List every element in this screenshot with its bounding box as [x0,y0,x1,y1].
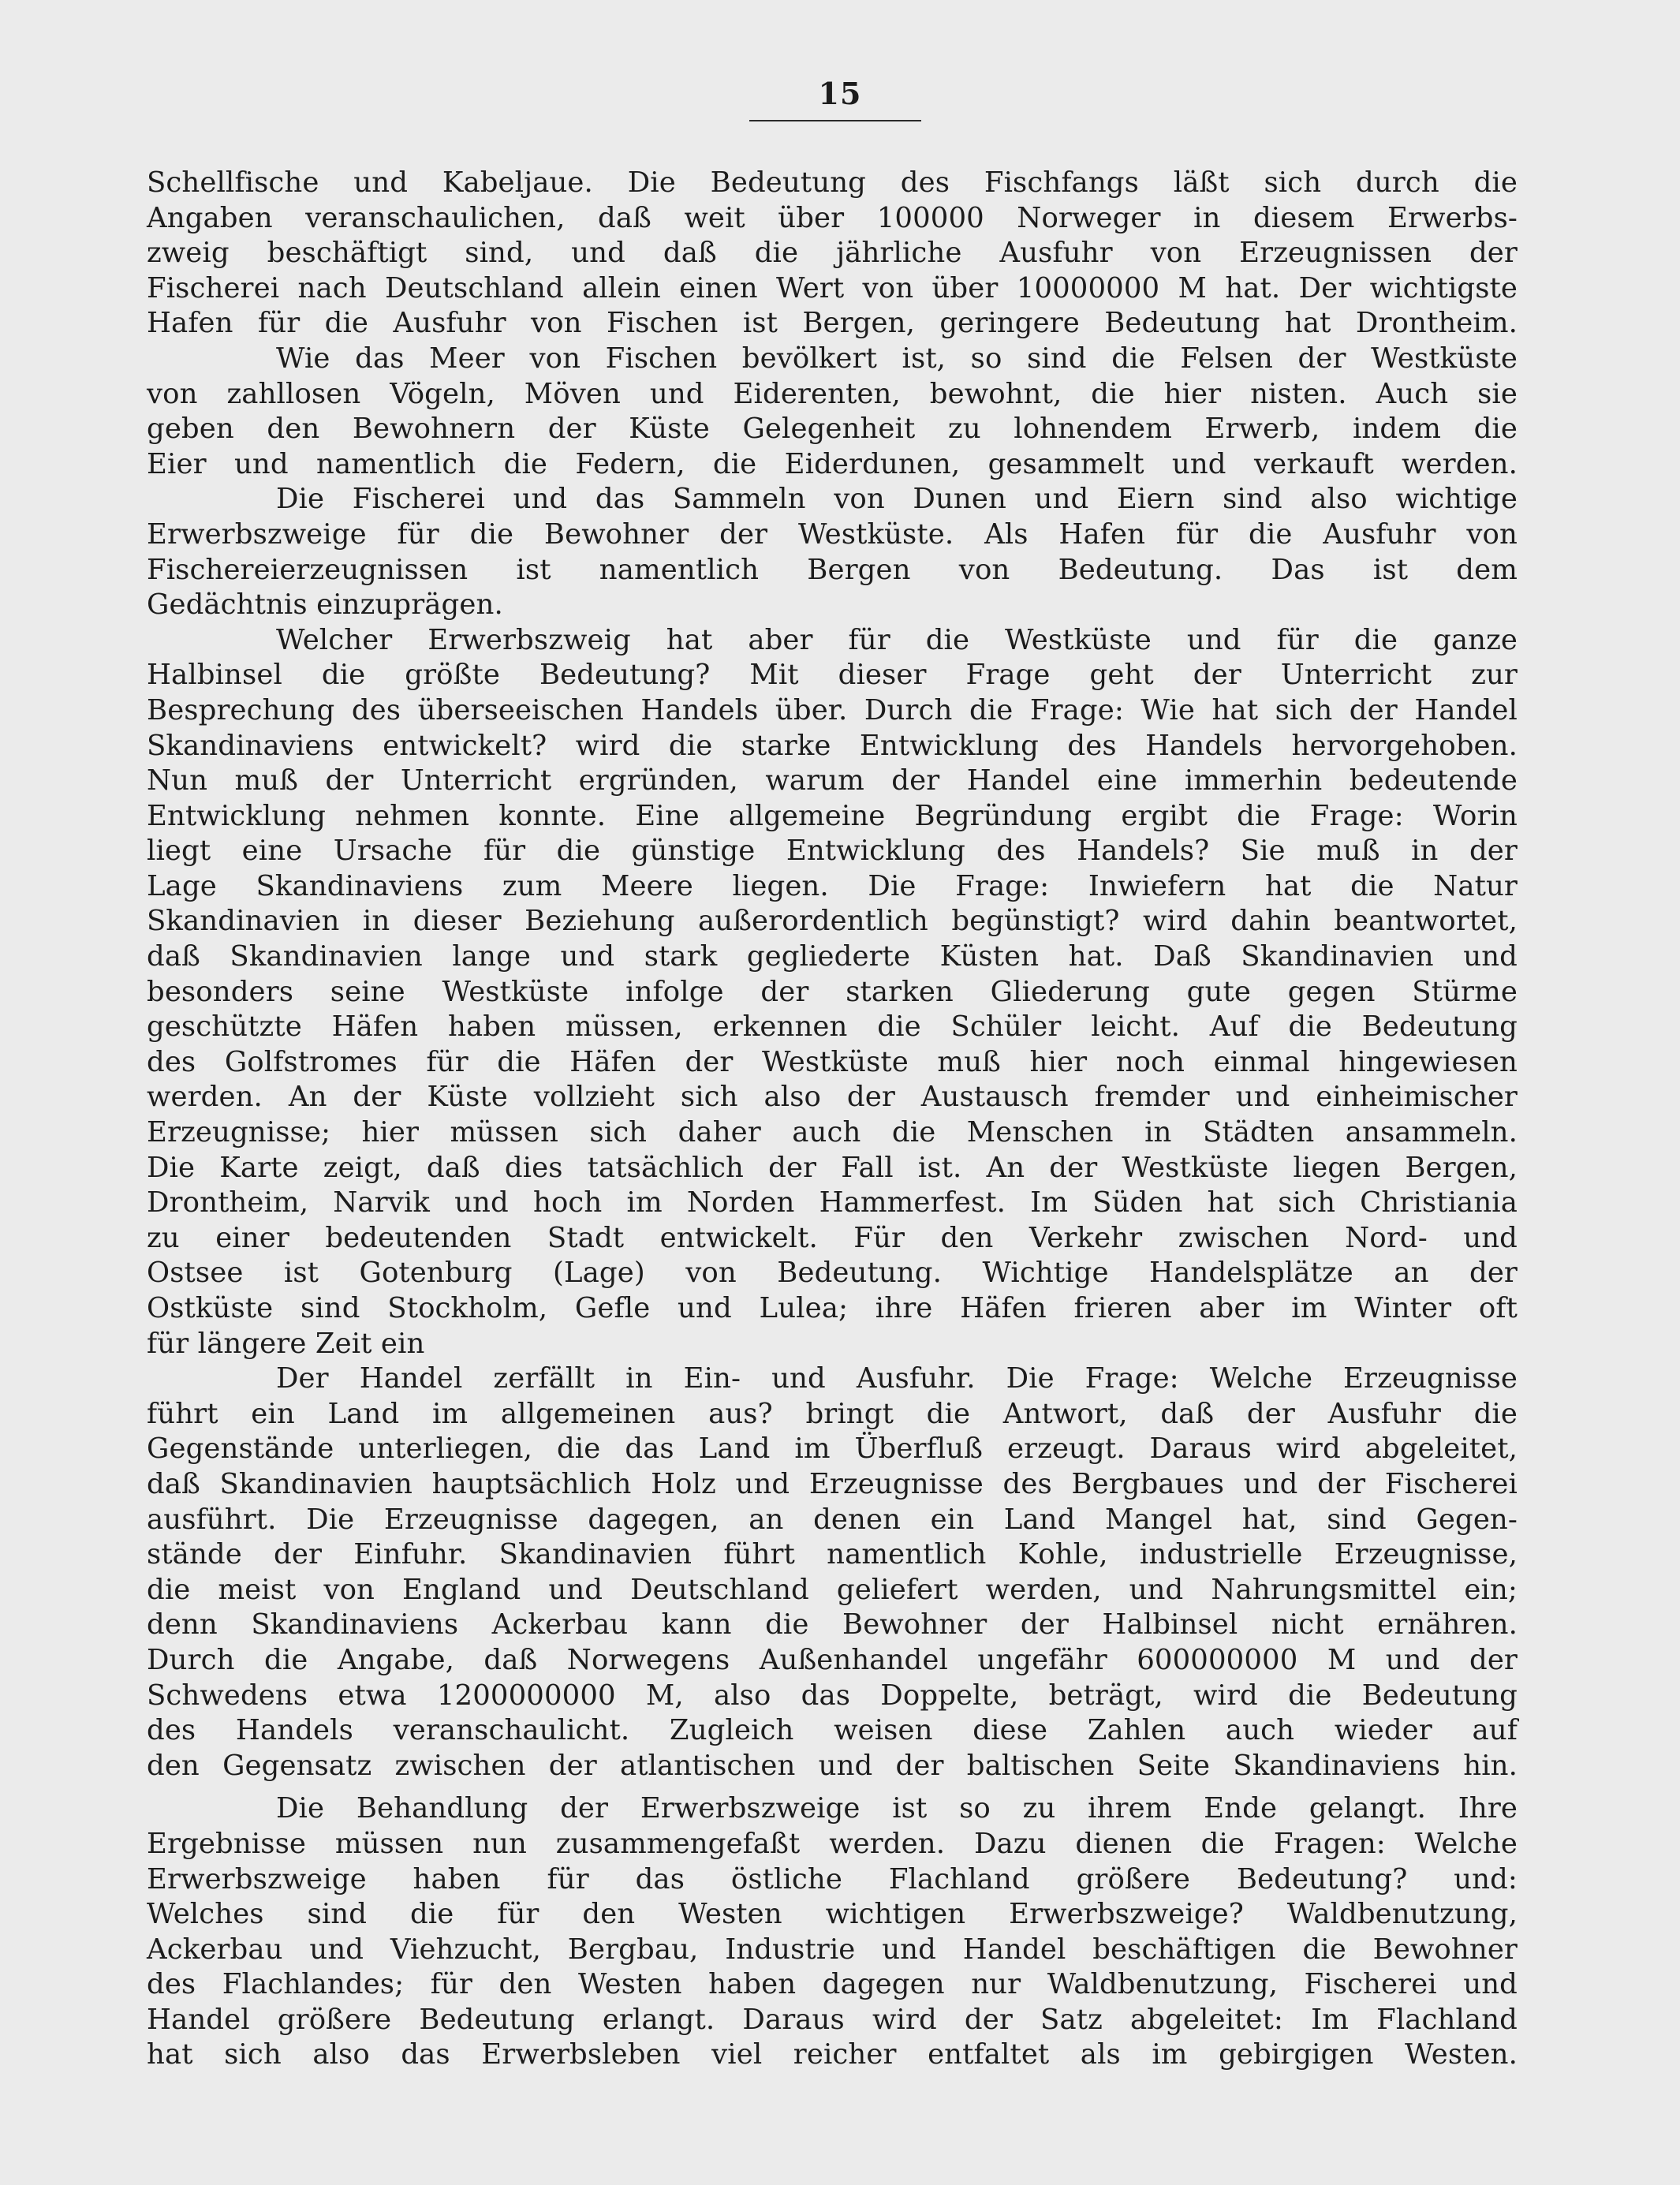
body-text [147,166,1518,2073]
text-line: stände der Einfuhr. Skandinavien führt namentlich Kohle, industrielle Erzeugnisse, [147,1538,1518,1571]
text-line: werden. An der Küste vollzieht sich also der Austausch fremder und einheimischer [147,1081,1518,1114]
paragraph-last-line: Gedächtnis einzuprägen. [147,588,503,622]
text-line: liegt eine Ursache für die günstige Entwicklung des Handels? Sie muß in der [147,835,1518,868]
text-line: daß Skandinavien hauptsächlich Holz und Erzeugnisse des Bergbaues und der Fischerei [147,1467,1518,1500]
text-line: Schellfische und Kabeljaue. Die Bedeutung des Fischfangs läßt sich durch die [147,166,1518,199]
text-line: Die Karte zeigt, daß dies tatsächlich der Fall ist. An der Westküste liegen Bergen, [147,1151,1518,1184]
text-line: Ostsee ist Gotenburg (Lage) von Bedeutung. Wichtige Handelsplätze an der [147,1257,1518,1290]
text-line: von zahllosen Vögeln, Möven und Eiderenten, bewohnt, die hier nisten. Auch sie [147,377,1518,410]
text-line: ausführt. Die Erzeugnisse dagegen, an denen ein Land Mangel hat, sind Gegen- [147,1503,1518,1536]
text-line: denn Skandinaviens Ackerbau kann die Bewohner der Halbinsel nicht ernähren. [147,1608,1518,1642]
text-line: daß Skandinavien lange und stark gegliederte Küsten hat. Daß Skandinavien und [147,940,1518,973]
text-line: Skandinavien in dieser Beziehung außerordentlich begünstigt? wird dahin beantwortet, [147,905,1518,938]
text-line: Erwerbszweige haben für das östliche Flachland größere Bedeutung? und: [147,1862,1518,1896]
paragraph-first-line: Wie das Meer von Fischen bevölkert ist, so sind die Felsen der Westküste [276,342,1518,375]
text-line: Erzeugnisse; hier müssen sich daher auch die Menschen in Städten ansammeln. [147,1116,1518,1149]
paragraph-first-line: Welcher Erwerbszweig hat aber für die Westküste und für die ganze [276,623,1518,656]
text-line: die meist von England und Deutschland geliefert werden, und Nahrungsmittel ein; [147,1573,1518,1606]
text-line: Entwicklung nehmen konnte. Eine allgemeine Begründung ergibt die Frage: Worin [147,799,1518,832]
text-line: Fischereierzeugnissen ist namentlich Bergen von Bedeutung. Das ist dem [147,553,1518,586]
text-line: Eier und namentlich die Federn, die Eiderdunen, gesammelt und verkauft werden. [147,447,1518,480]
text-line: des Flachlandes; für den Westen haben dagegen nur Waldbenutzung, Fischerei und [147,1968,1518,2001]
text-line: des Golfstromes für die Häfen der Westküste muß hier noch einmal hingewiesen [147,1045,1518,1078]
text-line: Ostküste sind Stockholm, Gefle und Lulea; ihre Häfen frieren aber im Winter oft [147,1292,1518,1324]
text-line: geben den Bewohnern der Küste Gelegenheit zu lohnendem Erwerb, indem die [147,413,1518,446]
text-line: Nun muß der Unterricht ergründen, warum der Handel eine immerhin bedeutende [147,764,1518,797]
text-line: besonders seine Westküste infolge der starken Gliederung gute gegen Stürme [147,975,1518,1008]
text-line: hat sich also das Erwerbsleben viel reicher entfaltet als im gebirgigen Westen. [147,2038,1518,2071]
text-line: Lage Skandinaviens zum Meere liegen. Die Frage: Inwiefern hat die Natur [147,869,1518,902]
text-line: führt ein Land im allgemeinen aus? bringt die Antwort, daß der Ausfuhr die [147,1397,1518,1430]
paragraph-first-line: Der Handel zerfällt in Ein- und Ausfuhr. Die Frage: Welche Erzeugnisse [276,1362,1518,1395]
text-line: Handel größere Bedeutung erlangt. Daraus wird der Satz abgeleitet: Im Flachland [147,2003,1518,2036]
paragraph-first-line: Die Fischerei und das Sammeln von Dunen und Eiern sind also wichtige [276,483,1518,516]
text-line: des Handels veranschaulicht. Zugleich weisen diese Zahlen auch wieder auf [147,1714,1518,1747]
page-number: 15 [818,76,862,111]
text-line: Fischerei nach Deutschland allein einen Wert von über 10000000 M hat. Der wichtigste [147,271,1518,304]
paragraph-first-line: Die Behandlung der Erwerbszweige ist so zu ihrem Ende gelangt. Ihre [276,1792,1518,1825]
text-line: Hafen für die Ausfuhr von Fischen ist Bergen, geringere Bedeutung hat Drontheim. [147,307,1518,340]
text-line: Halbinsel die größte Bedeutung? Mit dieser Frage geht der Unterricht zur [147,659,1518,692]
text-line: Welches sind die für den Westen wichtigen Erwerbszweige? Waldbenutzung, [147,1898,1518,1931]
text-line: zweig beschäftigt sind, und daß die jährliche Ausfuhr von Erzeugnissen der [147,237,1518,270]
text-line: Skandinaviens entwickelt? wird die starke Entwicklung des Handels hervorgehoben. [147,729,1518,762]
text-line: den Gegensatz zwischen der atlantischen und der baltischen Seite Skandinaviens hin. [147,1749,1518,1782]
text-line: Schwedens etwa 1200000000 M, also das Doppelte, beträgt, wird die Bedeutung [147,1679,1518,1712]
text-line: geschützte Häfen haben müssen, erkennen die Schüler leicht. Auf die Bedeutung [147,1010,1518,1044]
text-line: Gegenstände unterliegen, die das Land im Überfluß erzeugt. Daraus wird abgeleitet, [147,1432,1518,1466]
paragraph-last-line: für längere Zeit ein [147,1327,425,1360]
text-line: Ackerbau und Viehzucht, Bergbau, Industrie und Handel beschäftigen die Bewohner [147,1933,1518,1966]
text-line: zu einer bedeutenden Stadt entwickelt. Für den Verkehr zwischen Nord- und [147,1221,1518,1254]
text-line: Durch die Angabe, daß Norwegens Außenhandel ungefähr 600000000 M und der [147,1643,1518,1676]
text-line: Angaben veranschaulichen, daß weit über 100000 Norweger in diesem Erwerbs- [147,201,1518,234]
text-line: Erwerbszweige für die Bewohner der Westküste. Als Hafen für die Ausfuhr von [147,517,1518,551]
text-line: Drontheim, Narvik und hoch im Norden Hammerfest. Im Süden hat sich Christiania [147,1186,1518,1219]
header-rule [749,120,921,121]
text-line: Ergebnisse müssen nun zusammengefaßt werden. Dazu dienen die Fragen: Welche [147,1827,1518,1860]
text-line: Besprechung des überseeischen Handels über. Durch die Frage: Wie hat sich der Handel [147,693,1518,726]
